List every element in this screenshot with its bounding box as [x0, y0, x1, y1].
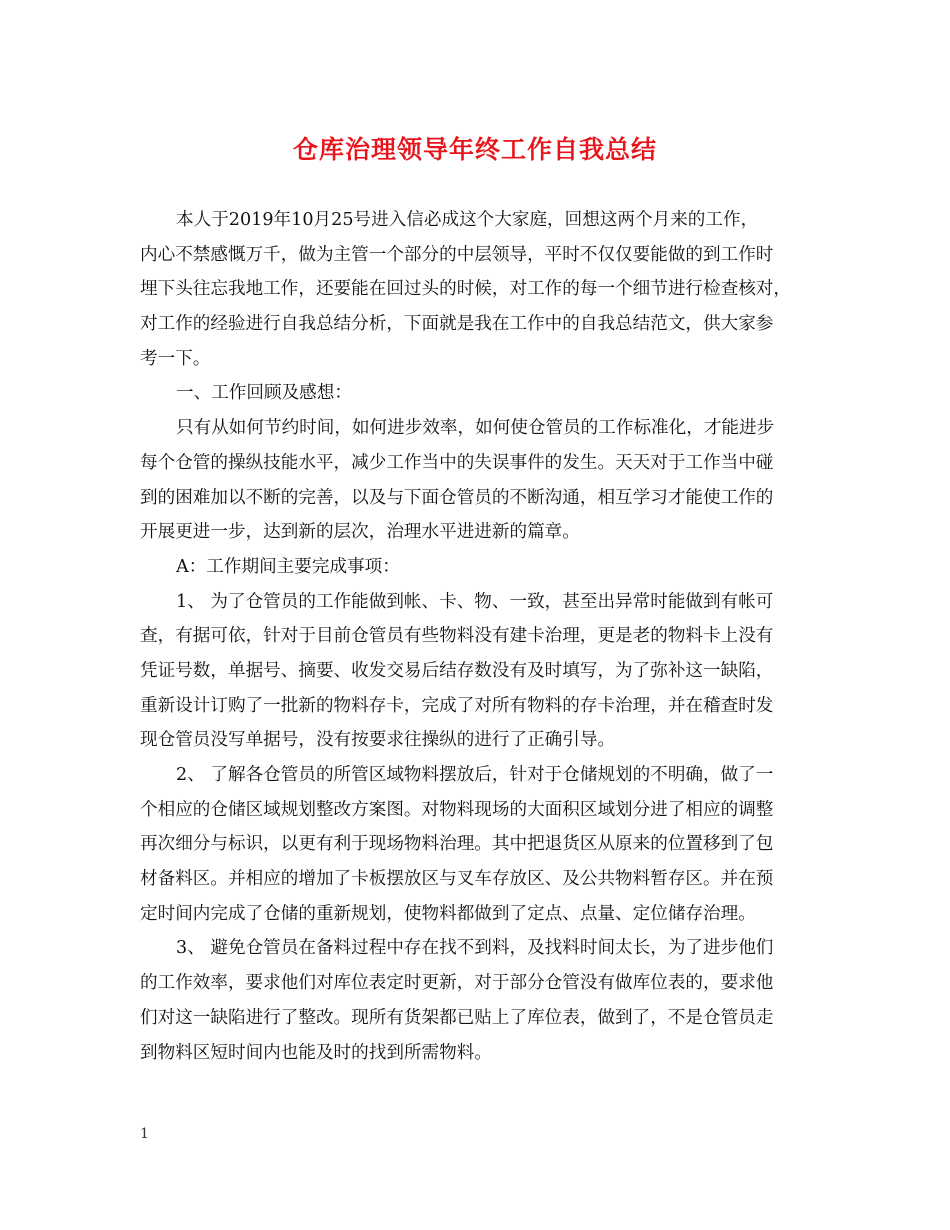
document-title: 仓库治理领导年终工作自我总结 — [292, 135, 657, 164]
paragraph-line: 凭证号数，单据号、摘要、收发交易后结存数没有及时填写，为了弥补这一缺陷， — [140, 660, 774, 681]
paragraph-line: 们对这一缺陷进行了整改。现所有货架都已贴上了库位表，做到了，不是仓管员走 — [140, 1007, 774, 1028]
page-number: 1 — [140, 1126, 149, 1142]
paragraph-line: 只有从如何节约时间，如何进步效率，如何使仓管员的工作标准化，才能进步 — [176, 418, 775, 439]
paragraph-line: 3、 避免仓管员在备料过程中存在找不到料，及找料时间太长，为了进步他们 — [176, 938, 774, 959]
paragraph-line: 开展更进一步，达到新的层次，治理水平进进新的篇章。 — [140, 522, 580, 543]
paragraph-line: 对工作的经验进行自我总结分析，下面就是我在工作中的自我总结范文，供大家参 — [140, 314, 774, 335]
paragraph-line: 考一下。 — [140, 348, 211, 369]
paragraph-line: 埋下头往忘我地工作，还要能在回过头的时候，对工作的每一个细节进行检查核对， — [140, 279, 791, 300]
paragraph-line: 现仓管员没写单据号，没有按要求往操纵的进行了正确引导。 — [140, 730, 616, 751]
paragraph-line: 查，有据可依，针对于目前仓管员有些物料没有建卡治理，更是老的物料卡上没有 — [140, 626, 774, 647]
paragraph-line: 本人于2019年10月25号进入信必成这个大家庭，回想这两个月来的工作， — [176, 210, 759, 230]
paragraph-line: 定时间内完成了仓储的重新规划，使物料都做到了定点、点量、定位储存治理。 — [140, 903, 756, 924]
paragraph-line: 每个仓管的操纵技能水平，减少工作当中的失误事件的发生。天天对于工作当中碰 — [140, 452, 774, 473]
paragraph-line: 到物料区短时间内也能及时的找到所需物料。 — [140, 1042, 492, 1063]
section-heading: 一、工作回顾及感想： — [176, 383, 352, 404]
paragraph-line: 重新设计订购了一批新的物料存卡，完成了对所有物料的存卡治理，并在稽查时发 — [140, 695, 774, 716]
paragraph-line: 材备料区。并相应的增加了卡板摆放区与叉车存放区、及公共物料暂存区。并在预 — [140, 869, 774, 890]
paragraph-line: 个相应的仓储区域规划整改方案图。对物料现场的大面积区域划分进了相应的调整 — [140, 799, 774, 820]
document-body — [140, 203, 816, 1070]
paragraph-line: 2、 了解各仓管员的所管区域物料摆放后，针对于仓储规划的不明确，做了一 — [176, 765, 774, 785]
subsection-heading: A：工作期间主要完成事项： — [176, 556, 400, 577]
paragraph-line: 的工作效率，要求他们对库位表定时更新，对于部分仓管没有做库位表的，要求他 — [140, 973, 774, 994]
paragraph-line: 内心不禁感慨万千，做为主管一个部分的中层领导，平时不仅仅要能做的到工作时 — [140, 244, 774, 265]
paragraph-line: 1、 为了仓管员的工作能做到帐、卡、物、一致，甚至出异常时能做到有帐可 — [176, 591, 774, 612]
paragraph-line: 再次细分与标识，以更有利于现场物料治理。其中把退货区从原来的位置移到了包 — [140, 834, 774, 855]
paragraph-line: 到的困难加以不断的完善，以及与下面仓管员的不断沟通，相互学习才能使工作的 — [140, 487, 774, 508]
